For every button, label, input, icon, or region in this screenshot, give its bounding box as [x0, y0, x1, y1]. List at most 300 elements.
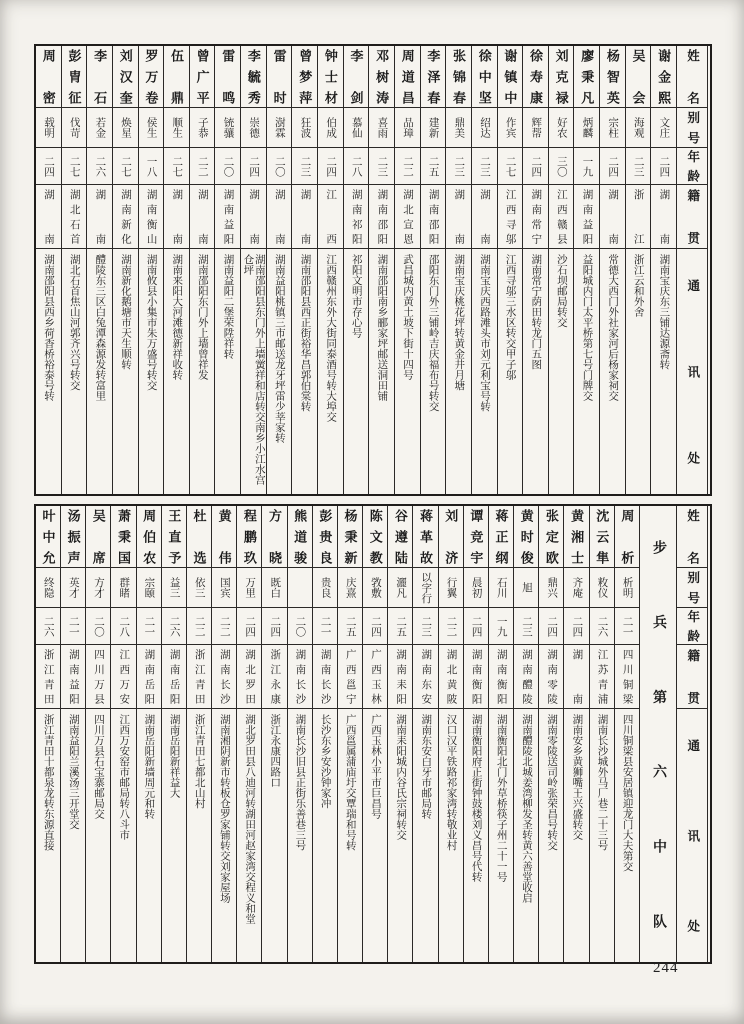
address-cell: 湖南宝庆桃花坪转黄金井月塘 — [453, 254, 465, 391]
origin-cell: 湖南 — [164, 185, 189, 249]
alias-cell: 灑凡 — [388, 568, 412, 608]
origin-cell: 浙江 — [626, 185, 651, 249]
person-column — [573, 46, 599, 494]
header-column — [676, 46, 708, 494]
alias-cell: 伐苛 — [62, 108, 87, 148]
person-column — [86, 46, 112, 494]
name-cell: 钟士材 — [318, 46, 343, 108]
person-column — [287, 506, 312, 962]
age-cell: 二〇 — [215, 148, 240, 185]
age-cell: 二四 — [523, 148, 548, 185]
name-cell: 黄湘士 — [564, 506, 588, 568]
address-cell: 湖南攸县小集市朱万盛号转交 — [145, 254, 157, 391]
age-cell: 二一 — [313, 608, 337, 645]
name-cell: 刘济 — [439, 506, 463, 568]
person-column — [266, 46, 292, 494]
age-cell: 二六 — [590, 608, 614, 645]
age-cell: 一九 — [489, 608, 513, 645]
alias-cell: 益三 — [162, 568, 186, 608]
age-cell: 二四 — [539, 608, 563, 645]
address-cell: 湖南长沙城外马厂巷二十三号 — [596, 714, 608, 851]
age-cell: 二四 — [36, 148, 61, 185]
header-alias: 别号 — [677, 568, 707, 608]
origin-cell: 广西邕宁 — [338, 645, 362, 709]
alias-cell: 英才 — [61, 568, 85, 608]
person-column — [163, 46, 189, 494]
person-column — [548, 46, 574, 494]
alias-cell: 石川 — [489, 568, 513, 608]
alias-cell: 敩敷 — [363, 568, 387, 608]
person-column — [650, 46, 676, 494]
origin-cell: 湖南衡阳 — [464, 645, 488, 709]
name-cell: 彭胄征 — [62, 46, 87, 108]
origin-cell: 湖南长沙 — [313, 645, 337, 709]
address-cell: 醴陵东三区白兔潭森源发转富里 — [94, 254, 106, 401]
age-cell: 二二 — [439, 608, 463, 645]
origin-cell: 湖南零陵 — [539, 645, 563, 709]
age-cell: 二三 — [369, 148, 394, 185]
name-cell: 萧秉国 — [111, 506, 135, 568]
name-cell: 雷时 — [267, 46, 292, 108]
age-cell: 二二 — [190, 148, 215, 185]
address-cell: 湖南常宁荫田转龙门五图 — [530, 254, 542, 370]
alias-cell — [288, 568, 312, 608]
person-column — [214, 46, 240, 494]
alias-cell: 万里 — [237, 568, 261, 608]
person-column — [589, 506, 614, 962]
age-cell: 二一 — [615, 608, 639, 645]
origin-cell: 湖南邵阳 — [369, 185, 394, 249]
alias-cell: 依三 — [187, 568, 211, 608]
age-cell: 二二 — [187, 608, 211, 645]
name-cell: 曾广平 — [190, 46, 215, 108]
origin-cell: 湖南 — [190, 185, 215, 249]
alias-cell: 海观 — [626, 108, 651, 148]
alias-cell: 子恭 — [190, 108, 215, 148]
address-cell: 湖南邵阳县西正街裕华昌郭伯棠转 — [299, 254, 311, 412]
name-cell: 谷遵陆 — [388, 506, 412, 568]
age-cell: 二四 — [262, 608, 286, 645]
address-cell: 浙江青田七都北山村 — [193, 714, 205, 809]
person-column — [112, 46, 138, 494]
person-column — [236, 506, 261, 962]
origin-cell: 湖南益阳 — [61, 645, 85, 709]
age-cell: 二四 — [241, 148, 266, 185]
address-cell: 沙石坝邮局转交 — [555, 254, 567, 328]
age-cell: 二五 — [338, 608, 362, 645]
address-cell: 浙江青田十都泉龙转东源直接 — [42, 714, 54, 851]
alias-cell: 狂波 — [292, 108, 317, 148]
address-cell: 长沙东乡安沙钟家冲 — [319, 714, 331, 809]
address-cell: 湖南衡阳府正街钟鼓楼刘义昌号代转 — [470, 714, 482, 882]
person-column — [85, 506, 110, 962]
person-column — [36, 506, 60, 962]
alias-cell: 铳骧 — [215, 108, 240, 148]
alias-cell: 崇德 — [241, 108, 266, 148]
person-column — [420, 46, 446, 494]
person-column — [136, 506, 161, 962]
age-cell: 二四 — [318, 148, 343, 185]
header-column — [676, 506, 708, 962]
address-cell: 四川铜梁县安居镇迎龙门大夫第交 — [621, 714, 633, 872]
origin-cell: 湖南耒阳 — [388, 645, 412, 709]
origin-cell: 四川铜梁 — [615, 645, 639, 709]
name-cell: 汤振声 — [61, 506, 85, 568]
alias-cell: 齐庵 — [564, 568, 588, 608]
address-cell: 江西赣州东外大街同泰酒号转大埠交 — [325, 254, 337, 422]
alias-cell: 喜雨 — [369, 108, 394, 148]
address-cell: 湖北石首焦山河郭齐兴号转交 — [68, 254, 80, 391]
alias-cell: 建新 — [421, 108, 446, 148]
age-cell: 二二 — [395, 148, 420, 185]
header-alias: 别号 — [677, 108, 707, 148]
person-column — [387, 506, 412, 962]
name-cell: 杜选 — [187, 506, 211, 568]
alias-cell: 辉帮 — [523, 108, 548, 148]
person-column — [60, 506, 85, 962]
origin-cell: 湖南醴陵 — [514, 645, 538, 709]
person-column — [412, 506, 437, 962]
age-cell: 二四 — [237, 608, 261, 645]
address-cell: 湖南邵阳南乡郦家坪邮送洞田铺 — [376, 254, 388, 401]
age-cell: 二二 — [212, 608, 236, 645]
origin-cell: 江西 — [318, 185, 343, 249]
origin-cell: 四川万县 — [86, 645, 110, 709]
origin-cell: 湖南长沙 — [212, 645, 236, 709]
address-cell: 广西玉林小平市巨昌号 — [369, 714, 381, 819]
address-cell: 祁阳文明市存心号 — [350, 254, 362, 338]
origin-cell: 湖北罗田 — [237, 645, 261, 709]
name-cell: 陈文教 — [363, 506, 387, 568]
address-cell: 湖南宝庆西路滩头市刘元利宝号转 — [478, 254, 490, 412]
age-cell: 二七 — [113, 148, 138, 185]
name-cell: 杨秉新 — [338, 506, 362, 568]
address-cell: 湖南湘阴新市转板仓罗家铺转交刘家屋场 — [218, 714, 230, 903]
origin-cell: 湖南 — [267, 185, 292, 249]
name-cell: 徐寿康 — [523, 46, 548, 108]
alias-cell: 作宾 — [498, 108, 523, 148]
name-cell: 方晓 — [262, 506, 286, 568]
name-cell: 张定欧 — [539, 506, 563, 568]
name-cell: 周析 — [615, 506, 639, 568]
name-cell: 谭竞宇 — [464, 506, 488, 568]
origin-cell: 湖南 — [651, 185, 676, 249]
name-cell: 刘克禄 — [549, 46, 574, 108]
name-cell: 吴会 — [626, 46, 651, 108]
address-cell: 江西寻邬三水区转交甲子邬 — [504, 254, 516, 380]
origin-cell: 湖北黄陂 — [439, 645, 463, 709]
origin-cell: 江西寻邬 — [498, 185, 523, 249]
age-cell: 二四 — [651, 148, 676, 185]
person-column — [186, 506, 211, 962]
person-column — [394, 46, 420, 494]
age-cell: 二〇 — [288, 608, 312, 645]
person-column — [625, 46, 651, 494]
name-cell: 李剑 — [344, 46, 369, 108]
person-column — [522, 46, 548, 494]
name-cell: 谢镇中 — [498, 46, 523, 108]
person-column — [445, 46, 471, 494]
header-address: 通讯处 — [685, 279, 700, 464]
origin-cell: 湖南 — [87, 185, 112, 249]
age-cell: 二八 — [111, 608, 135, 645]
origin-cell: 湖北宣恩 — [395, 185, 420, 249]
alias-cell: 好农 — [549, 108, 574, 148]
origin-cell: 湖南常宁 — [523, 185, 548, 249]
origin-cell: 浙江青田 — [36, 645, 60, 709]
name-cell: 廖秉凡 — [574, 46, 599, 108]
age-cell: 一九 — [574, 148, 599, 185]
name-cell: 王直予 — [162, 506, 186, 568]
page-number: 244 — [653, 960, 679, 976]
unit-label: 步兵第六中队 — [651, 540, 666, 928]
name-cell: 周伯农 — [137, 506, 161, 568]
name-cell: 刘汉奎 — [113, 46, 138, 108]
address-cell: 武昌城内黄土坡下街十四号 — [402, 254, 414, 380]
person-column — [614, 506, 639, 962]
address-cell: 湖南耒阳城内谷氏宗祠转交 — [395, 714, 407, 840]
person-column — [161, 506, 186, 962]
header-origin: 籍贯 — [677, 645, 707, 709]
person-column — [563, 506, 588, 962]
name-cell: 伍鼎 — [164, 46, 189, 108]
alias-cell: 宗柱 — [600, 108, 625, 148]
origin-cell: 湖南 — [472, 185, 497, 249]
alias-cell: 炳麟 — [574, 108, 599, 148]
age-cell: 二六 — [36, 608, 60, 645]
alias-cell: 群睹 — [111, 568, 135, 608]
alias-cell: 品璋 — [395, 108, 420, 148]
alias-cell: 析明 — [615, 568, 639, 608]
age-cell: 三〇 — [549, 148, 574, 185]
section-column — [639, 506, 676, 962]
name-cell: 黄伟 — [212, 506, 236, 568]
name-cell: 李毓秀 — [241, 46, 266, 108]
age-cell: 二五 — [421, 148, 446, 185]
address-cell: 益阳城内门太平桥第七号门牌交 — [581, 254, 593, 401]
origin-cell: 湖北石首 — [62, 185, 87, 249]
name-cell: 张锦春 — [446, 46, 471, 108]
person-column — [438, 506, 463, 962]
origin-cell: 湖南 — [446, 185, 471, 249]
age-cell: 二三 — [292, 148, 317, 185]
alias-cell: 宗颐 — [137, 568, 161, 608]
name-cell: 彭贵良 — [313, 506, 337, 568]
person-column — [317, 46, 343, 494]
name-cell: 邓树涛 — [369, 46, 394, 108]
alias-cell: 行翼 — [439, 568, 463, 608]
address-cell: 广西邕属蒲庙圩交覃瑞和号转 — [344, 714, 356, 851]
origin-cell: 湖南益阳 — [215, 185, 240, 249]
name-cell: 徐中坚 — [472, 46, 497, 108]
person-column — [488, 506, 513, 962]
origin-cell: 湖南衡山 — [139, 185, 164, 249]
person-column — [312, 506, 337, 962]
name-cell: 熊道骏 — [288, 506, 312, 568]
alias-cell: 焕星 — [113, 108, 138, 148]
alias-cell: 国宾 — [212, 568, 236, 608]
origin-cell: 湖南 — [36, 185, 61, 249]
roster-table-top — [34, 44, 712, 496]
name-cell: 谢金熙 — [651, 46, 676, 108]
name-cell: 李石 — [87, 46, 112, 108]
person-column — [337, 506, 362, 962]
alias-cell: 庆熹 — [338, 568, 362, 608]
person-column — [138, 46, 164, 494]
alias-cell: 方才 — [86, 568, 110, 608]
origin-cell: 湖南长沙 — [288, 645, 312, 709]
name-cell: 杨智英 — [600, 46, 625, 108]
age-cell: 二三 — [472, 148, 497, 185]
origin-cell: 湖南岳阳 — [137, 645, 161, 709]
address-cell: 湖南宝庆东三铺达源斋转 — [658, 254, 670, 370]
name-cell: 吴席 — [86, 506, 110, 568]
address-cell: 常德大西门外社家河后杨家祠交 — [607, 254, 619, 401]
age-cell: 二四 — [363, 608, 387, 645]
address-cell: 湖南邵阳县西乡荷香桥裕泰号转 — [43, 254, 55, 401]
origin-cell: 广西玉林 — [363, 645, 387, 709]
alias-cell: 澍霖 — [267, 108, 292, 148]
person-column — [110, 506, 135, 962]
origin-cell: 浙江青田 — [187, 645, 211, 709]
alias-cell: 慕仙 — [344, 108, 369, 148]
address-cell: 湖南安乡黄狮嘴王兴盛转交 — [571, 714, 583, 840]
address-cell: 湖南长沙旧县正街乐善巷三号 — [294, 714, 306, 851]
age-cell: 二四 — [564, 608, 588, 645]
header-address: 通讯处 — [685, 739, 700, 932]
age-cell: 二六 — [162, 608, 186, 645]
origin-cell: 湖南益阳 — [574, 185, 599, 249]
address-cell: 邵阳东门外三铺岭吉庆福布号转交 — [427, 254, 439, 412]
address-cell: 湖南岳阳新墙周元和转 — [143, 714, 155, 819]
age-cell: 二〇 — [267, 148, 292, 185]
alias-cell: 侯生 — [139, 108, 164, 148]
person-column — [61, 46, 87, 494]
name-cell: 黄时俊 — [514, 506, 538, 568]
age-cell: 二〇 — [86, 608, 110, 645]
age-cell: 二六 — [87, 148, 112, 185]
person-column — [497, 46, 523, 494]
person-column — [471, 46, 497, 494]
alias-cell: 文庄 — [651, 108, 676, 148]
age-cell: 二八 — [344, 148, 369, 185]
address-cell: 湖南邵阳东门外上墙曾祥发 — [196, 254, 208, 380]
person-column — [240, 46, 266, 494]
origin-cell: 湖南 — [600, 185, 625, 249]
address-cell: 浙江云和外舍 — [632, 254, 644, 317]
origin-cell: 湖南新化 — [113, 185, 138, 249]
header-name: 姓名 — [677, 46, 707, 108]
alias-cell: 晨初 — [464, 568, 488, 608]
name-cell: 蒋正纲 — [489, 506, 513, 568]
age-cell: 二三 — [446, 148, 471, 185]
header-age: 年龄 — [677, 148, 707, 185]
alias-cell: 敉仪 — [590, 568, 614, 608]
address-cell: 湖南岳阳新祥益大 — [168, 714, 180, 798]
origin-cell: 江苏青浦 — [590, 645, 614, 709]
address-cell: 浙江永康四路口 — [269, 714, 281, 788]
alias-cell: 以字行 — [413, 568, 437, 608]
person-column — [599, 46, 625, 494]
roster-table-bottom — [34, 504, 712, 964]
person-column — [36, 46, 61, 494]
age-cell: 二七 — [498, 148, 523, 185]
person-column — [513, 506, 538, 962]
alias-cell: 终隐 — [36, 568, 60, 608]
person-column — [368, 46, 394, 494]
address-cell: 湖南零陵送司岭张荣昌号转交 — [546, 714, 558, 851]
person-column — [362, 506, 387, 962]
alias-cell: 伯成 — [318, 108, 343, 148]
address-cell: 江西万安窑市邮局转八斗市 — [118, 714, 130, 840]
alias-cell: 鼎美 — [446, 108, 471, 148]
address-cell: 湖南益阳桃镇三市邮送龙牙坪雷少莘家转 — [273, 254, 285, 443]
address-cell: 四川万县石宝寨邮局交 — [93, 714, 105, 819]
name-cell: 沈云隼 — [590, 506, 614, 568]
alias-cell: 若金 — [87, 108, 112, 148]
person-column — [211, 506, 236, 962]
age-cell: 二五 — [388, 608, 412, 645]
alias-cell: 载明 — [36, 108, 61, 148]
name-cell: 程鹏玖 — [237, 506, 261, 568]
origin-cell: 湖南 — [292, 185, 317, 249]
address-cell: 湖北罗田县八迪河转湖田河赵家湾交程义和堂 — [244, 714, 256, 924]
age-cell: 二三 — [626, 148, 651, 185]
address-cell: 湖南新化鹅塘市天生顺转 — [119, 254, 131, 370]
header-age: 年龄 — [677, 608, 707, 645]
origin-cell: 湖南岳阳 — [162, 645, 186, 709]
person-column — [538, 506, 563, 962]
origin-cell: 湖南邵阳 — [421, 185, 446, 249]
origin-cell: 江西万安 — [111, 645, 135, 709]
alias-cell: 既白 — [262, 568, 286, 608]
name-cell: 罗万卷 — [139, 46, 164, 108]
name-cell: 曾梦萍 — [292, 46, 317, 108]
address-cell: 汉口汉平铁路祁家湾转敬业村 — [445, 714, 457, 851]
person-column — [261, 506, 286, 962]
address-cell: 湖南邵阳县东门外上墙黉祥和店转交南乡小江水宫仓坪 — [242, 254, 265, 485]
origin-cell: 湖南衡阳 — [489, 645, 513, 709]
origin-cell: 江西赣县 — [549, 185, 574, 249]
person-column — [343, 46, 369, 494]
age-cell: 二一 — [61, 608, 85, 645]
alias-cell: 绍达 — [472, 108, 497, 148]
age-cell: 二一 — [137, 608, 161, 645]
alias-cell: 顺生 — [164, 108, 189, 148]
age-cell: 二七 — [62, 148, 87, 185]
alias-cell: 旭 — [514, 568, 538, 608]
name-cell: 叶中允 — [36, 506, 60, 568]
address-cell: 湖南益阳兰溪汤三开堂交 — [67, 714, 79, 830]
name-cell: 周道昌 — [395, 46, 420, 108]
alias-cell: 鼎兴 — [539, 568, 563, 608]
header-origin: 籍贯 — [677, 185, 707, 249]
person-column — [291, 46, 317, 494]
person-column — [463, 506, 488, 962]
age-cell: 二三 — [413, 608, 437, 645]
origin-cell: 湖南祁阳 — [344, 185, 369, 249]
name-cell: 雷鸣 — [215, 46, 240, 108]
person-column — [189, 46, 215, 494]
age-cell: 二七 — [164, 148, 189, 185]
age-cell: 二四 — [600, 148, 625, 185]
address-cell: 湖南益阳二堡荣陞祥转 — [222, 254, 234, 359]
address-cell: 湖南衡阳北门外草桥筷子州二十一号 — [495, 714, 507, 882]
age-cell: 一八 — [139, 148, 164, 185]
name-cell: 蒋革故 — [413, 506, 437, 568]
age-cell: 二三 — [514, 608, 538, 645]
name-cell: 周密 — [36, 46, 61, 108]
